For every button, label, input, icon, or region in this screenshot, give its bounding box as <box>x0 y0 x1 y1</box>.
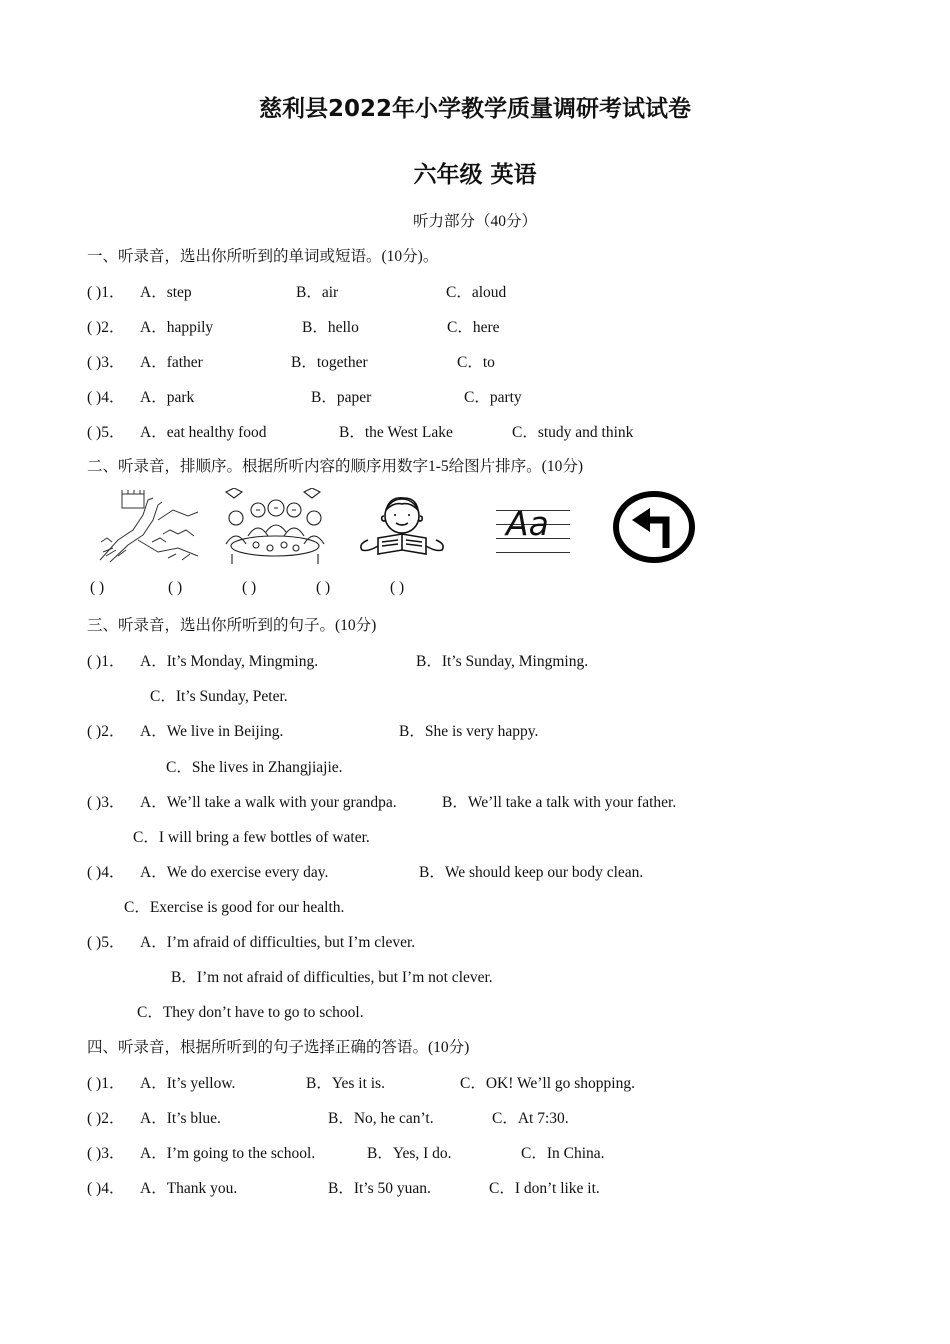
section3-heading: 三、听录音，选出你所听到的句子。(10分) <box>87 617 377 634</box>
family-dinner-picture <box>218 488 332 564</box>
option-a: A．We’ll take a walk with your grandpa. <box>140 794 397 811</box>
option-c: C．party <box>464 389 522 406</box>
option-c: C．I don’t like it. <box>489 1180 600 1197</box>
option-a: A．happily <box>140 319 214 336</box>
question-number: ( )4． <box>87 1180 125 1197</box>
question-number: ( )1． <box>87 284 125 301</box>
option-b: B．She is very happy. <box>399 723 539 740</box>
question-number: ( )3． <box>87 1145 125 1162</box>
page-title: 慈利县2022年小学教学质量调研考试试卷 <box>258 96 691 122</box>
option-c: C．At 7:30. <box>492 1110 569 1127</box>
option-b: B．together <box>291 354 368 371</box>
option-b: B．It’s 50 yuan. <box>328 1180 431 1197</box>
option-a: A．step <box>140 284 192 301</box>
picture-order-blank[interactable]: ( ) <box>90 579 105 596</box>
option-b: B．I’m not afraid of difficulties, but I’m not clever. <box>171 969 493 986</box>
option-b: B．Yes it is. <box>306 1075 385 1092</box>
question-number: ( )3． <box>87 354 125 371</box>
question-number: ( )2． <box>87 319 125 336</box>
option-b: B．paper <box>311 389 372 406</box>
option-a: A．Thank you. <box>140 1180 238 1197</box>
option-a: A．father <box>140 354 203 371</box>
option-a: A．It’s Monday, Mingming. <box>140 653 319 670</box>
option-c: C．She lives in Zhangjiajie. <box>166 759 343 776</box>
question-number: ( )2． <box>87 1110 125 1127</box>
option-a: A．I’m going to the school. <box>140 1145 316 1162</box>
option-c: C．OK! We’ll go shopping. <box>460 1075 635 1092</box>
option-b: B．Yes, I do. <box>367 1145 452 1162</box>
section2-heading: 二、听录音，排顺序。根据所听内容的顺序用数字1-5给图片排序。(10分) <box>87 458 583 475</box>
option-b: B．No, he can’t. <box>328 1110 434 1127</box>
picture-order-blank[interactable]: ( ) <box>242 579 257 596</box>
option-b: B．It’s Sunday, Mingming. <box>416 653 589 670</box>
option-c: C．Exercise is good for our health. <box>124 899 345 916</box>
question-number: ( )4． <box>87 864 125 881</box>
option-a: A．We live in Beijing. <box>140 723 284 740</box>
listening-part-label: 听力部分（40分） <box>412 213 537 230</box>
letters-aa: Aa <box>506 504 549 543</box>
question-number: ( )3． <box>87 794 125 811</box>
question-number: ( )2． <box>87 723 125 740</box>
option-c: C．study and think <box>512 424 634 441</box>
page-subtitle: 六年级 英语 <box>413 162 537 188</box>
picture-order-blank[interactable]: ( ) <box>168 579 183 596</box>
option-a: A．I’m afraid of difficulties, but I’m clever. <box>140 934 416 951</box>
option-c: C．to <box>457 354 495 371</box>
option-c: C．I will bring a few bottles of water. <box>133 829 370 846</box>
question-number: ( )5． <box>87 934 125 951</box>
great-wall-picture <box>98 490 200 564</box>
option-c: C．aloud <box>446 284 507 301</box>
option-c: C．here <box>447 319 500 336</box>
boy-reading-picture <box>354 492 450 558</box>
option-c: C．They don’t have to go to school. <box>137 1004 364 1021</box>
option-a: A．eat healthy food <box>140 424 267 441</box>
option-a: A．It’s yellow. <box>140 1075 236 1092</box>
picture-order-blank[interactable]: ( ) <box>316 579 331 596</box>
section1-heading: 一、听录音，选出你所听到的单词或短语。(10分)。 <box>87 248 439 265</box>
option-a: A．park <box>140 389 195 406</box>
option-a: A．It’s blue. <box>140 1110 221 1127</box>
letter-aa-picture <box>496 506 570 556</box>
question-number: ( )4． <box>87 389 125 406</box>
picture-order-blank[interactable]: ( ) <box>390 579 405 596</box>
option-c: C．In China. <box>521 1145 605 1162</box>
option-c: C．It’s Sunday, Peter. <box>150 688 288 705</box>
question-number: ( )5． <box>87 424 125 441</box>
option-a: A．We do exercise every day. <box>140 864 329 881</box>
option-b: B．the West Lake <box>339 424 453 441</box>
option-b: B．We should keep our body clean. <box>419 864 644 881</box>
turn-left-sign-picture <box>612 490 696 564</box>
question-number: ( )1． <box>87 1075 125 1092</box>
option-b: B．We’ll take a talk with your father. <box>442 794 677 811</box>
section4-heading: 四、听录音，根据所听到的句子选择正确的答语。(10分) <box>87 1039 470 1056</box>
question-number: ( )1． <box>87 653 125 670</box>
option-b: B．air <box>296 284 339 301</box>
guide-line <box>496 552 570 553</box>
option-b: B．hello <box>302 319 359 336</box>
